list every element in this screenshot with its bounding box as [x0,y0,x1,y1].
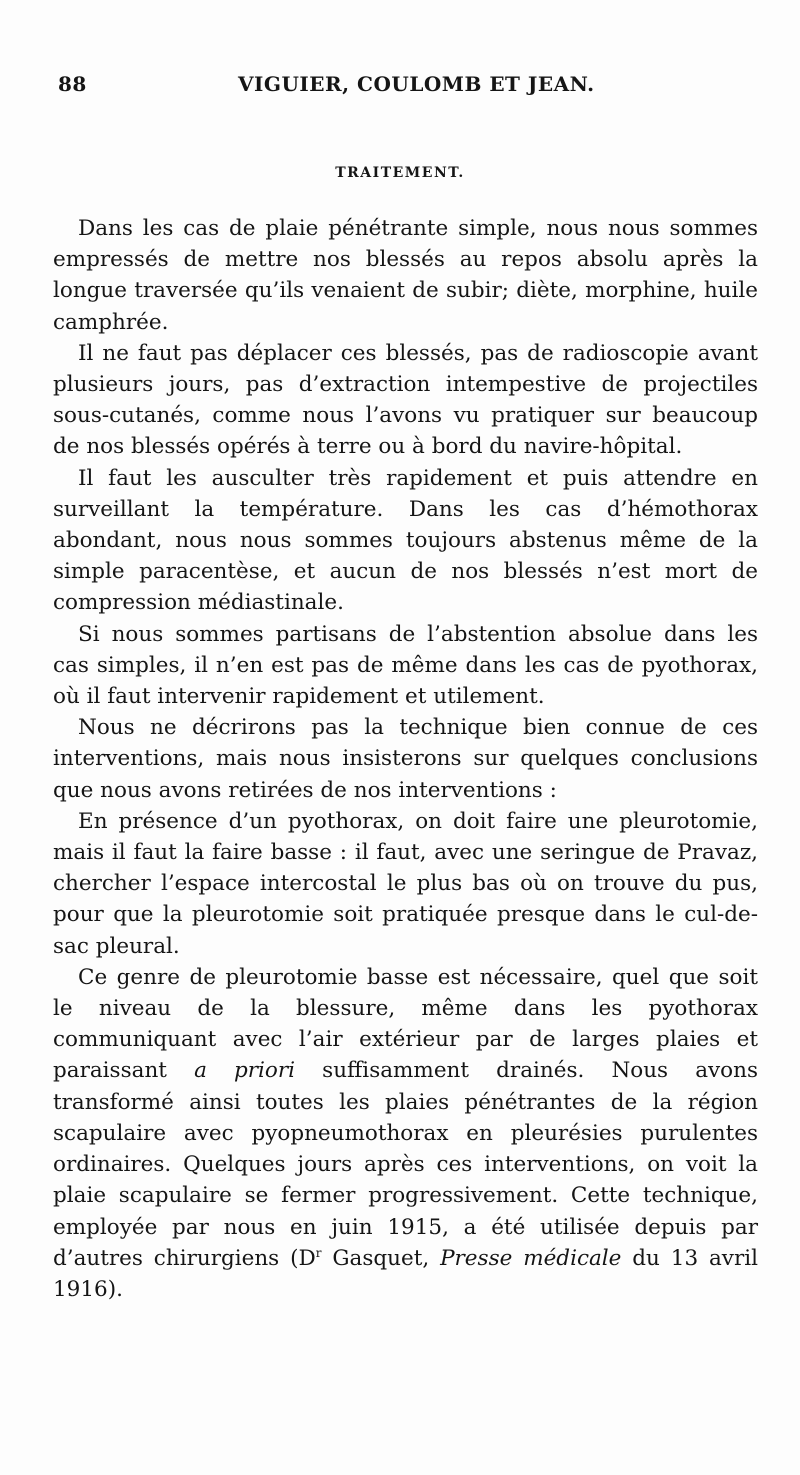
paragraph-7-middle: suffisamment drainés. Nous avons transformé ainsi toutes les plaies pénétrantes de la région scapulaire avec pyopneumothorax en pleurésies purulentes ordinaires. Quelques jours après ces interventions, on voit la plaie scapulaire se fermer progressivement. Cette technique, employée par nous en juin 1915, a été utilisée depuis par d’autres chirurgiens (D [53,1058,759,1271]
journal-title: Presse médicale [440,1245,622,1271]
page-number: 88 [58,72,87,96]
paragraph-7-end: du 13 avril 1916). [53,1245,758,1302]
page-header [58,72,758,102]
paragraph-4: Si nous sommes partisans de l’abstention absolue dans les cas simples, il n’en est pas de même dans les cas de pyothorax, où il faut intervenir rapidement et utilement. [53,621,758,710]
paragraph-5: Nous ne décrirons pas la technique bien connue de ces interventions, mais nous insisterons sur quelques conclusions que nous avons retirées de nos interventions : [53,715,758,803]
paragraph-2: Il ne faut pas déplacer ces blessés, pas de radioscopie avant plusieurs jours, pas d’extraction intempestive de projectiles sous-cutanés, comme nous l’avons vu pratiquer sur beaucoup de nos blessés opérés à terre ou à bord du navire-hôpital. [53,340,758,460]
section-title: TRAITEMENT. [335,165,465,181]
running-head: VIGUIER, COULOMB ET JEAN. [238,72,595,96]
paragraph-1: Dans les cas de plaie pénétrante simple, nous nous sommes empressés de mettre nos blessés au repos absolu après la longue traversée qu’ils venaient de subir; diète, morphine, huile camphrée. [53,216,758,335]
paragraph-6: En présence d’un pyothorax, on doit faire une pleurotomie, mais il faut la faire basse : il faut, avec une seringue de Pravaz, chercher l’espace intercostal le plus bas où on trouve du pus, pour que la pleurotomie soit pratiquée presque dans le cul-de-sac pleural. [53,808,758,959]
doctor-superscript: r [315,1245,322,1260]
body-text [53,213,758,1305]
paragraph-3: Il faut les ausculter très rapidement et puis attendre en surveillant la température. Dans les cas d’hémothorax abondant, nous nous sommes toujours abstenus même de la simple paracentèse, et aucun de nos blessés n’est mort de compression médiastinale. [53,465,758,616]
paragraph-7 [53,962,758,1305]
paragraph-7-start: Ce genre de pleurotomie basse est nécessaire, quel que soit le niveau de la blessure, même dans les pyothorax communiquant avec l’air extérieur par de larges plaies et paraissant [53,964,758,1084]
paragraph-7-reference-name: Gasquet, [321,1245,441,1271]
italic-a-priori: a priori [194,1058,296,1084]
